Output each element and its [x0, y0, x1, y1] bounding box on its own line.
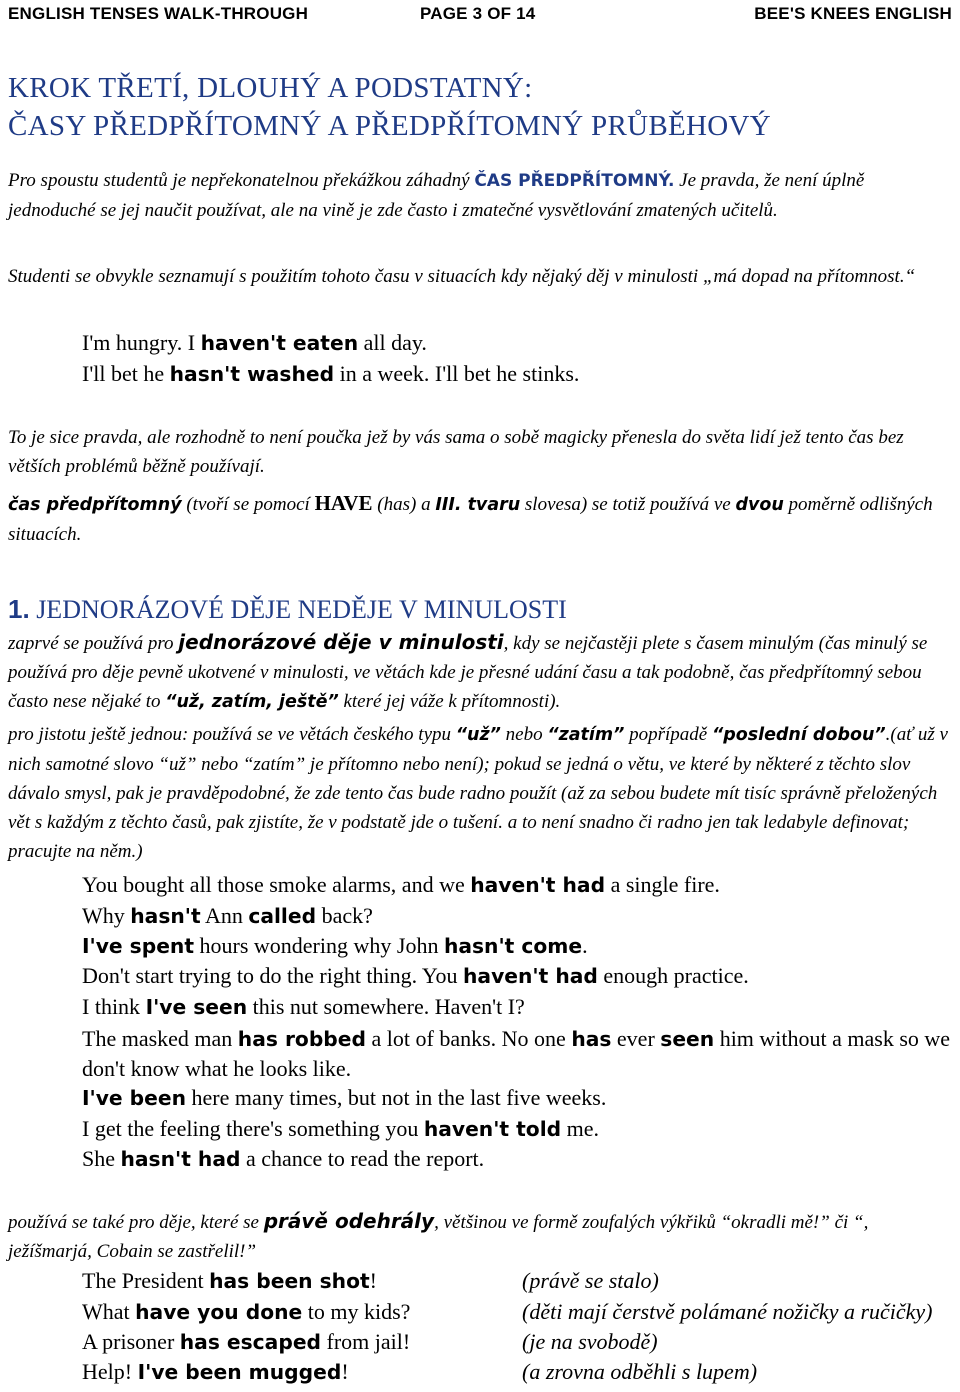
exclamation-example [82, 1359, 349, 1385]
example-sentence [82, 1024, 952, 1084]
s1p2-uz: “už” [455, 725, 501, 745]
section-1-paragraph-1 [8, 628, 954, 717]
intro-p1-text-c: Je pravda, že není úplně jednoduché se jej naučit používat, ale na vině je zde často i zmatečné vysvětlování zmatených učitelů. [8, 170, 865, 221]
ex-text: Ann [200, 903, 249, 928]
ex-text: ! [341, 1359, 349, 1384]
ex-text: enough practice. [597, 963, 749, 988]
intro-paragraph-4 [8, 489, 954, 549]
header-page-number: PAGE 3 OF 14 [420, 4, 536, 23]
s2p1-emphasis: právě odehrály [263, 1209, 435, 1233]
s1p1-c: , kdy se nejčastěji plete s časem minulým (čas minulý se používá pro děje pevně ukotvené v minulosti, ve větách kde je přesné udání času a tak podobně, čas předpřítomný sebou často nese nějaké to [8, 633, 928, 712]
example-sentence [82, 1116, 599, 1142]
section-1-paragraph-2 [8, 720, 954, 866]
intro-paragraph-2: Studenti se obvykle seznamují s použitím tohoto času v situacích kdy nějaký děj v minulosti „má dopad na přítomnost.“ [8, 266, 916, 287]
ex-text: ever [611, 1026, 661, 1051]
ex-text: back? [316, 903, 373, 928]
example-sentence [82, 1146, 484, 1172]
section-1-number: 1. [8, 594, 30, 624]
ex-verb: have you done [135, 1300, 303, 1324]
s1p2-g: .(ať už v nich samotné slovo “už” nebo “zatím” je přítomno nebo není); pokud se jedná o větu, ve které by některé z těchto slov dávalo smysl, pak je pravděpodobné, že zde tento čas bude radno použít (až za sebou budete mít tisíc správně přeložených vět s každým z těchto časů, pak zjistíte, že v podstatě jde o tušení. a to není snadno či radno jen tak ledabyle definovat; pracujte na něm.) [8, 724, 948, 862]
ex-verb: has escaped [179, 1330, 322, 1354]
ex-text: She [82, 1146, 121, 1171]
ex-text: The President [82, 1268, 210, 1293]
intro-ex1-c: all day. [358, 330, 427, 355]
ex-text: Why [82, 903, 131, 928]
ex-verb: called [248, 904, 317, 928]
exclamation-example [82, 1329, 410, 1355]
ex-text: a single fire. [605, 872, 720, 897]
example-note: (je na svobodě) [522, 1329, 658, 1354]
intro-ex2-c: in a week. I'll bet he stinks. [334, 361, 580, 386]
intro-ex1-verb: haven't eaten [200, 331, 359, 355]
section-2-paragraph [8, 1207, 954, 1266]
intro-p1-emphasis: ČAS PŘEDPŘÍTOMNÝ. [474, 171, 675, 191]
ex-text: I think [82, 994, 146, 1019]
ex-text: hours wondering why John [194, 933, 444, 958]
ex-text: Don't start trying to do the right thing. You [82, 963, 464, 988]
intro-ex2-verb: hasn't washed [169, 362, 335, 386]
example-sentence [82, 994, 525, 1020]
ex-text: The masked man [82, 1026, 238, 1051]
header-brand: BEE'S KNEES ENGLISH [754, 4, 952, 23]
intro-paragraph-3: To je sice pravda, ale rozhodně to není poučka jež by vás sama o sobě magicky přenesla do světa lidí jež tento čas bez větších problémů běžně používají. [8, 427, 904, 477]
ex-verb: I've been mugged [137, 1360, 342, 1384]
intro-p4-form: III. tvaru [435, 495, 521, 515]
intro-p4-b: (tvoří se pomocí [181, 494, 315, 515]
example-sentence [82, 963, 749, 989]
s2p1-a: používá se také pro děje, které se [8, 1212, 264, 1233]
ex-text: me. [561, 1116, 600, 1141]
example-sentence [82, 872, 720, 898]
ex-verb: seen [660, 1027, 715, 1051]
ex-verb: haven't had [470, 873, 606, 897]
intro-p4-d: (has) a [372, 494, 436, 515]
s1p1-a: zaprvé se používá pro [8, 633, 179, 654]
ex-text: . [582, 933, 588, 958]
header-course-title: ENGLISH TENSES WALK-THROUGH [8, 4, 309, 23]
intro-example-1 [82, 330, 427, 356]
example-sentence [82, 933, 588, 959]
intro-ex1-a: I'm hungry. I [82, 330, 201, 355]
ex-text: him without a mask so we don't know what he looks like. [82, 1026, 951, 1081]
ex-verb: has [571, 1027, 612, 1051]
ex-text: You bought all those smoke alarms, and we [82, 872, 471, 897]
ex-text: a chance to read the report. [240, 1146, 485, 1171]
s1p1-words: “už, zatím, ještě” [165, 692, 339, 712]
s1p2-zatim: “zatím” [547, 725, 625, 745]
ex-verb: haven't told [423, 1117, 562, 1141]
ex-verb: haven't had [463, 964, 598, 988]
ex-text: a lot of banks. No one [366, 1026, 572, 1051]
ex-verb: has been shot [209, 1269, 370, 1293]
example-note: (děti mají čerstvě polámané nožičky a ručičky) [522, 1299, 933, 1324]
intro-p4-have: HAVE [314, 491, 373, 515]
s1p1-emphasis: jednorázové děje v minulosti [178, 630, 504, 654]
exclamation-example [82, 1299, 410, 1325]
ex-text: Help! [82, 1359, 138, 1384]
intro-p1-text-a: Pro spoustu studentů je nepřekonatelnou překážkou záhadný [8, 170, 475, 191]
s1p1-e: které jej váže k přítomnosti). [338, 691, 561, 712]
ex-text: from jail! [321, 1329, 411, 1354]
ex-text: to my kids? [302, 1299, 411, 1324]
ex-verb: hasn't [130, 904, 201, 928]
page-title-line1: KROK TŘETÍ, DLOUHÝ A PODSTATNÝ: [8, 72, 533, 104]
example-note: (právě se stalo) [522, 1268, 659, 1293]
section-1-title: JEDNORÁZOVÉ DĚJE NEDĚJE V MINULOSTI [29, 595, 567, 624]
ex-text: ! [369, 1268, 377, 1293]
s1p2-c: nebo [500, 724, 548, 745]
ex-text: I get the feeling there's something you [82, 1116, 424, 1141]
intro-p4-two: dvou [735, 495, 784, 515]
exclamation-example [82, 1268, 377, 1294]
example-sentence [82, 903, 373, 929]
example-sentence [82, 1085, 606, 1111]
intro-example-2 [82, 361, 579, 387]
ex-verb: I've spent [82, 934, 195, 958]
s2p1-c: , většinou ve formě zoufalých výkřiků “okradli mě!” či “, ježíšmarjá, Cobain se zastřelil!” [8, 1212, 869, 1262]
ex-verb: has robbed [237, 1027, 367, 1051]
ex-verb: I've seen [145, 995, 248, 1019]
section-1-heading [8, 594, 567, 625]
ex-verb: hasn't come [443, 934, 583, 958]
ex-text: A prisoner [82, 1329, 180, 1354]
intro-paragraph-1 [8, 166, 954, 225]
s1p2-posledni: “poslední dobou” [711, 725, 886, 745]
ex-verb: hasn't had [120, 1147, 241, 1171]
intro-p4-h: poměrně odlišných situacích. [8, 494, 933, 545]
page-title-line2: ČASY PŘEDPŘÍTOMNÝ A PŘEDPŘÍTOMNÝ PRŮBĚHOVÝ [8, 110, 771, 142]
s1p2-e: popřípadě [624, 724, 712, 745]
ex-text: this nut somewhere. Haven't I? [247, 994, 525, 1019]
ex-text: What [82, 1299, 136, 1324]
example-note: (a zrovna odběhli s lupem) [522, 1359, 758, 1384]
intro-p4-f: slovesa) se totiž používá ve [520, 494, 736, 515]
intro-p4-term: čas předpřítomný [8, 495, 182, 515]
ex-text: here many times, but not in the last five weeks. [186, 1085, 607, 1110]
intro-ex2-a: I'll bet he [82, 361, 170, 386]
page-header [8, 0, 952, 30]
s1p2-a: pro jistotu ještě jednou: používá se ve větách českého typu [8, 724, 456, 745]
ex-verb: I've been [82, 1086, 187, 1110]
